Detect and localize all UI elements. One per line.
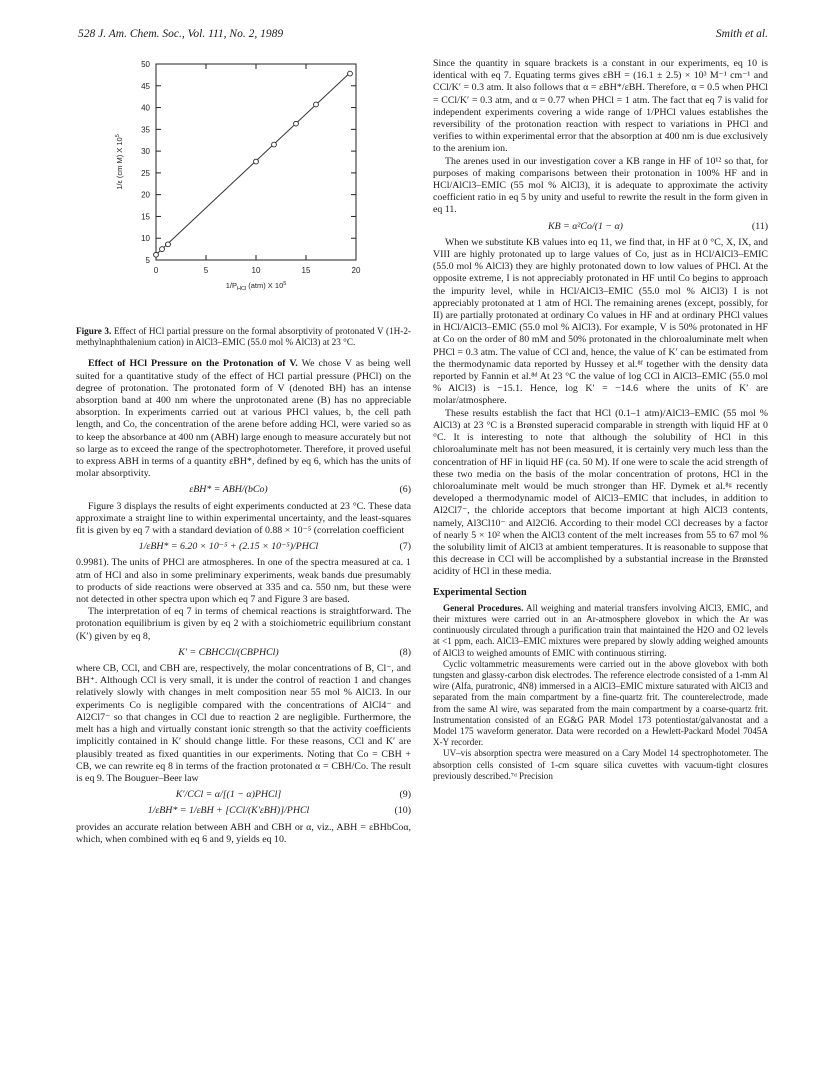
left-column (76, 52, 411, 846)
equation-6 (76, 484, 411, 496)
equation-9-expression: K′/CCl = α/[(1 − α)PHCl] (175, 789, 282, 801)
y-tick-label: 15 (141, 212, 150, 222)
left-paragraph-6: provides an accurate relation between ABH and CBH or α, viz., ABH = εBHbCoα, which, when combined with eq 6 and 9, yields eq 10. (76, 821, 411, 845)
figure-3-caption (76, 326, 411, 348)
experimental-paragraph-3: UV–vis absorption spectra were measured on a Cary Model 14 spectrophotometer. The absorption cells consisted of 1-cm square silica cuvettes with vacuum-tight closures previously described.⁷ᵈ Precision (433, 748, 768, 781)
y-axis-label-exp: 5 (115, 134, 121, 138)
x-axis-label-sub: HCl (236, 286, 247, 292)
x-tick-label: 10 (251, 266, 261, 275)
data-point (272, 142, 277, 147)
experimental-paragraph-2: Cyclic voltammetric measurements were carried out in the above glovebox with both tungsten and glassy-carbon disk electrodes. The reference electrode consisted of a 1-mm Al wire (Alfa, puratronic, 4N8) immersed in a AlCl3–EMIC mixture saturated with AlCl3 and separated from the main compartment by a fine-quartz frit. The counterelectrode, made from the same Al wire, was separated from the main compartment by a coarse-quartz frit. Instrumentation consisted of an EG&G PAR Model 173 potentiostat/galvanostat and a Model 175 waveform generator. Data were recorded on a Hewlett-Packard Model 7045A X-Y recorder. (433, 658, 768, 748)
header-authors: Smith et al. (715, 28, 768, 40)
y-tick-label: 40 (141, 103, 150, 113)
equation-11 (433, 221, 768, 233)
equation-8-expression: K′ = CBHCCl/(CBPHCl) (178, 646, 279, 658)
left-paragraph-1: We chose V as being well suited for a quantitative study of the effect of HCl partial pressure (PHCl) on the degree of protonation. The protonated form of V (denoted BH) has an intense absorption band at 400 nm where the unprotonated arene (B) has no appreciable absorption. In experiments carried out at various PHCl values, b, the cell path length, and Co, the concentration of the arene before adding HCl, were varied so as to keep the absorbance at 400 nm (ABH) large enough to measure accurately but not so large as to exceed the range of the spectrophotometer. Therefore, it proved useful to express ABH in terms of a quantity εBH*, defined by eq 6, which has the units of molar absorptivity. (76, 358, 411, 480)
right-paragraph-3: When we substitute KB values into eq 11, we find that, in HF at 0 °C, X, IX, and VIII are highly protonated up to large values of Co, just as in HCl/AlCl3–EMIC (55.0 mol % AlCl3) they are highly protonated down to low values of PHCl. At the opposite extreme, I is not appreciably protonated in HF until Co begins to approach the impurity level, while in HCl/AlCl3–EMIC (55.0 mol % AlCl3) I is not appreciably protonated at 1 atm of HCl. The remaining arenes (except, possibly, for II) are partially protonated at ordinary Co values in HF and at ordinary PHCl values in HCl/AlCl3–EMIC (55.0 mol % AlCl3). For example, V is 50% protonated in HF at Co on the order of 80 mM and 50% protonated in the chloroaluminate melt when PHCl = 0.3 atm. The value of CCl and, hence, the value of K′ can be estimated from the thermodynamic data reported by Hussey et al.⁸ᶠ together with the density data reported by Fannin et al.⁸ᵈ At 23 °C the value of log CCl in AlCl3–EMIC (55.0 mol % AlCl3) is −15.1. Hence, log K′ = −14.6 where the units of K′ are molar/atmosphere. (433, 236, 768, 407)
data-point (166, 242, 171, 247)
left-paragraph-5: where CB, CCl, and CBH are, respectively, the molar concentrations of B, Cl⁻, and BH⁺. Although CCl is very small, it is under the control of reaction 1 and changes relatively slowly with changes in melt composition near 55 mol % AlCl3. In our experiments Co is negligible compared with the concentrations of AlCl4⁻ and Al2Cl7⁻ so that changes in CCl due to reaction 2 are negligible. Furthermore, the melt has a high and virtually constant ionic strength so that the activity coefficients implicitly contained in K′ should change little. For these reasons, CCl and K′ are plausibly treated as fixed quantities in our experiments. Noting that Co = CBH + CB, we can rewrite eq 8 in terms of the fraction protonated α = CBH/Co. The result is eq 9. The Bouguer–Beer law (76, 663, 411, 784)
x-axis-label-exp: 5 (283, 281, 287, 287)
y-tick-label: 20 (141, 190, 150, 200)
data-point (348, 71, 353, 76)
y-axis-label: 1/ε (cm M) X $10^5$ (115, 134, 124, 190)
right-column (433, 58, 768, 782)
equation-7 (76, 541, 411, 553)
equation-6-expression: εBH* = ABH/(bCo) (189, 484, 268, 496)
x-tick-label: 20 (351, 266, 361, 275)
experimental-section-title: Experimental Section (433, 586, 527, 598)
y-tick-label: 35 (141, 125, 150, 135)
fit-line (156, 73, 350, 255)
right-paragraph-2: The arenes used in our investigation cover a KB range in HF of 10¹² so that, for purposes of making comparisons between their protonation in 100% HF and in HCl/AlCl3–EMIC (55 mol % AlCl3), it is adequate to approximate the activity coefficient ratio in eq 5 by unity and useful to rewrite the result in the form given in eq 11. (433, 155, 768, 216)
caption-label: Figure 3. (76, 326, 112, 336)
right-paragraph-1: Since the quantity in square brackets is a constant in our experiments, eq 10 is identical with eq 7. Equating terms gives εBH = (16.1 ± 2.5) × 10³ M⁻¹ cm⁻¹ and CCl/K′ = 0.3 atm. It also follows that α = εBH*/εBH. Therefore, α = 0.5 when PHCl = CCl/K′ = 0.3 atm, and α = 0.77 when PHCl = 1 atm. The fact that eq 7 is valid for independent experiments covering a wide range of 1/PHCl values establishes the reversibility of the protonation reaction with respect to variations in PHCl and verifies to within experimental error that the absorption at 400 nm is due exclusively to the arenium ion. (433, 58, 768, 155)
equation-10 (76, 805, 411, 817)
left-paragraph-3: 0.9981). The units of PHCl are atmospheres. In one of the spectra measured at ca. 1 atm of HCl and also in some preliminary experiments, weak bands due presumably to products of side reactions were observed at 335 and ca. 550 nm, but these were not detected in other spectra upon which eq 7 and Figure 3 are based. (76, 557, 411, 606)
equation-9 (76, 789, 411, 801)
experimental-section-body (433, 603, 768, 782)
right-paragraph-4: These results establish the fact that HCl (0.1–1 atm)/AlCl3–EMIC (55 mol % AlCl3) at 23 °C is a Brønsted superacid comparable in strength with liquid HF at 0 °C. It is interesting to note that although the solubility of HCl in this chloroaluminate melt has not been measured, it is certainly very much less than the concentration of HF in liquid HF (ca. 50 M). If one were to scale the acid strength of these two media on the basis of the molar concentration of protons, HCl in the chloroaluminate melt would be much stronger than HF. Dymek et al.⁸ᵍ recently developed a thermodynamic model of AlCl3–EMIC that includes, in addition to Al2Cl7⁻, the chloride acceptors that become important at high AlCl3 contents, namely, Al3Cl10⁻ and Al2Cl6. According to their model CCl decreases by a factor of nearly 5 × 10² when the AlCl3 content of the melt increases from 55 to 67 mol % the solubility limit of AlCl3 at ambient temperatures. It is reasonable to suppose that this decrease in CCl will be accomplished by a substantial increase in the Brønsted acidity of HCl in these media. (433, 407, 768, 578)
equation-10-number: (10) (394, 805, 411, 817)
experimental-paragraph-1: All weighing and material transfers involving AlCl3, EMIC, and their mixtures were carried out in an Ar-atmosphere glovebox in which the Ar was continuously circulated through a purification train that maintained the H2O and O2 levels at <1 ppm, each. AlCl3–EMIC mixtures were prepared by slowly adding weighed amounts of AlCl3 to weighed amounts of EMIC with continuous stirring. (433, 602, 769, 658)
y-tick-label: 5 (145, 256, 150, 265)
equation-11-expression: KB = α²Co/(1 − α) (548, 220, 623, 232)
x-axis-label: $1/P_{HCl}$ (atm) X $10^5$ (225, 281, 287, 292)
data-point (314, 102, 319, 107)
data-point (254, 159, 259, 164)
caption-text: Effect of HCl partial pressure on the formal absorptivity of protonated V (1H-2-methylnaphthalenium cation) in AlCl3–EMIC (55.0 mol % AlCl3) at 23 °C. (76, 326, 411, 348)
equation-7-number: (7) (399, 541, 411, 553)
equation-10-expression: 1/εBH* = 1/εBH + [CCl/(K′εBH)]/PHCl (147, 805, 310, 817)
x-tick-label: 15 (301, 266, 311, 275)
equation-6-number: (6) (399, 484, 411, 496)
equation-8 (76, 647, 411, 659)
header-journal-citation: 528 J. Am. Chem. Soc., Vol. 111, No. 2, 1989 (78, 28, 284, 40)
figure-3 (76, 52, 411, 322)
x-tick-label: 0 (153, 266, 159, 275)
left-paragraph-4: The interpretation of eq 7 in terms of chemical reactions is straightforward. The protonation equilibrium is given by eq 2 with a stoichiometric equilibrium constant (K′) given by eq 8, (76, 606, 411, 642)
equation-8-number: (8) (399, 646, 411, 658)
x-tick-label: 5 (203, 266, 209, 275)
equation-9-number: (9) (399, 789, 411, 801)
equation-7-expression: 1/εBH* = 6.20 × 10⁻⁵ + (2.15 × 10⁻⁵)/PHCl (138, 541, 319, 553)
running-header (78, 28, 768, 44)
y-tick-label: 30 (141, 147, 150, 157)
y-tick-label: 25 (141, 168, 150, 178)
data-point (160, 247, 165, 252)
equation-11-number: (11) (751, 220, 768, 232)
x-axis-label-rest: (atm) X 10 (246, 281, 284, 290)
section-title-hcl-pressure: Effect of HCl Pressure on the Protonation of V. (88, 358, 298, 370)
figure-3-chart (76, 52, 411, 322)
left-paragraph-2: Figure 3 displays the results of eight experiments conducted at 23 °C. These data approximate a straight line to within experimental uncertainty, and the least-squares fit is given by eq 7 with a standard deviation of 0.88 × 10⁻⁵ (correlation coefficient (76, 500, 411, 537)
y-tick-label: 50 (141, 60, 150, 69)
y-tick-label: 10 (141, 234, 150, 244)
data-point (294, 121, 299, 126)
general-procedures-heading: General Procedures. (443, 602, 524, 613)
y-tick-label: 45 (141, 81, 150, 91)
data-point (154, 252, 159, 257)
